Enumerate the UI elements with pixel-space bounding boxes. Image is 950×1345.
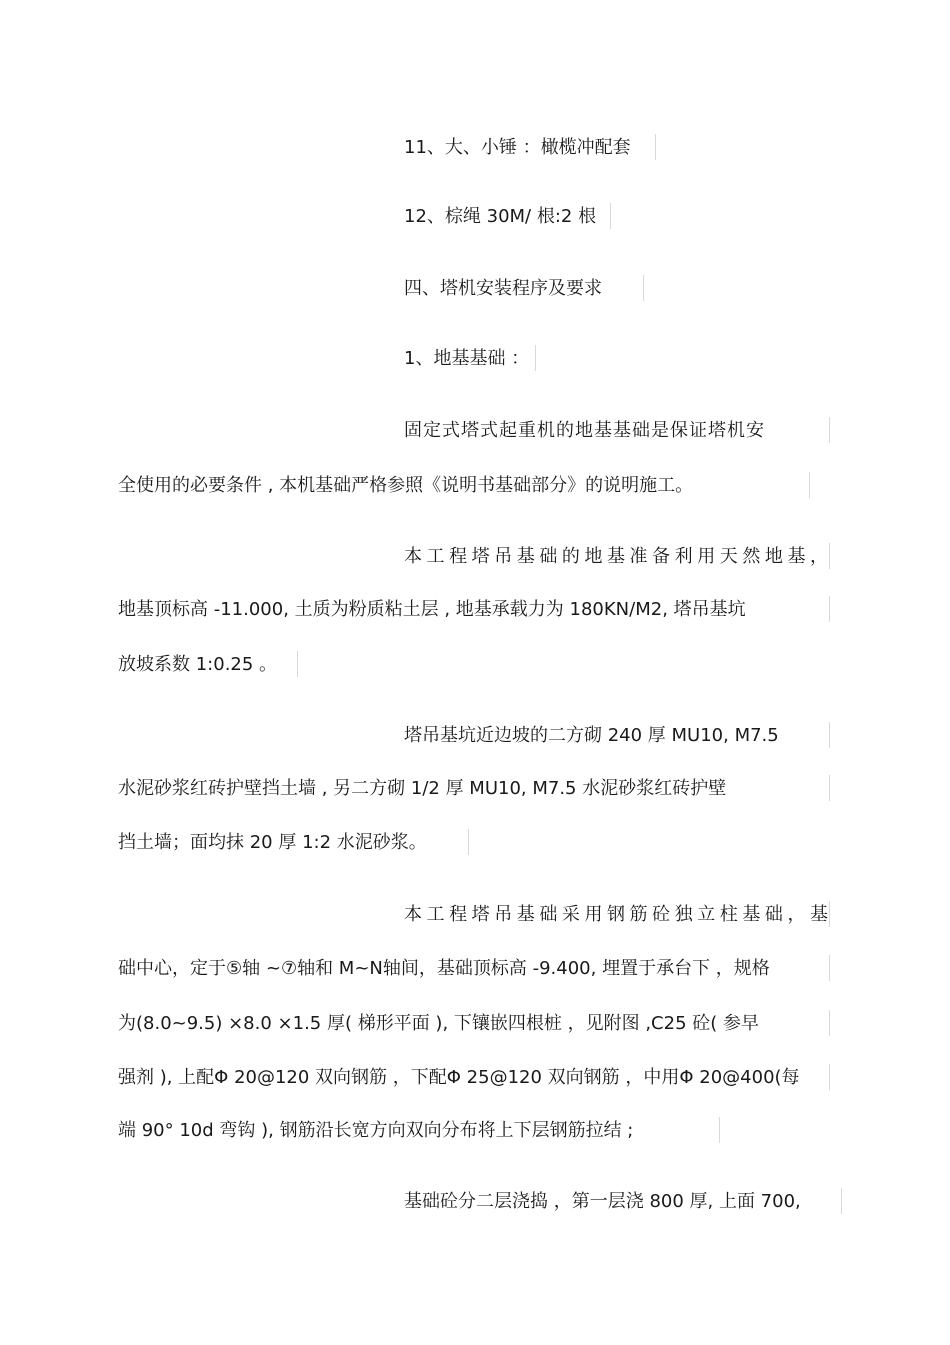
paragraph-line: 全使用的必要条件 , 本机基础严格参照《说明书基础部分》的说明施工。 [118, 475, 694, 496]
divider [829, 955, 830, 981]
divider [829, 417, 830, 443]
divider [829, 775, 830, 801]
divider [643, 275, 644, 301]
divider [297, 651, 298, 677]
text-line: 12、棕绳 30M/ 根:2 根 [404, 206, 597, 227]
divider [719, 1117, 720, 1143]
paragraph-line: 端 90° 10d 弯钩 ), 钢筋沿长宽方向双向分布将上下层钢筋拉结 ; [118, 1120, 634, 1141]
divider [841, 1188, 842, 1214]
paragraph-line: 塔吊基坑近边坡的二方砌 240 厚 MU10, M7.5 [404, 725, 779, 746]
divider [829, 596, 830, 622]
subsection-heading: 1、地基基础 ： [404, 348, 530, 369]
divider [829, 722, 830, 748]
paragraph-line: 放坡系数 1:0.25 。 [118, 654, 278, 675]
paragraph-line: 础中心，定于⑤轴 ~⑦轴和 M~N轴间，基础顶标高 -9.400, 埋置于承台下 ，规格 [118, 958, 770, 979]
divider [655, 134, 656, 160]
paragraph-line: 为(8.0~9.5) ×8.0 ×1.5 厚( 梯形平面 ), 下镶嵌四根桩 ，见附图 ,C25 砼( 参早 [118, 1013, 759, 1034]
divider [809, 472, 810, 498]
paragraph-line: 固定式塔式起重机的地基基础是保证塔机安 [404, 420, 764, 441]
text-line: 11、大、小锤 ：橄榄冲配套 [404, 137, 631, 158]
paragraph-line: 本工程塔吊基础采用钢筋砼独立柱基础，基 [404, 904, 828, 925]
divider [829, 1064, 830, 1090]
paragraph-line: 基础砼分二层浇捣 ，第一层浇 800 厚, 上面 700, [404, 1191, 801, 1212]
section-heading: 四、塔机安装程序及要求 [404, 278, 602, 299]
paragraph-line: 挡土墙；面均抹 20 厚 1:2 水泥砂浆。 [118, 832, 427, 853]
paragraph-line: 地基顶标高 -11.000, 土质为粉质粘土层 , 地基承载力为 180KN/M2, 塔吊基坑 [118, 599, 746, 620]
divider [829, 1010, 830, 1036]
divider [468, 829, 469, 855]
paragraph-line: 强剂 ), 上配Φ 20@120 双向钢筋 ，下配Φ 25@120 双向钢筋 ，中用Φ 20@400(每 [118, 1067, 800, 1088]
divider [610, 203, 611, 229]
divider [535, 345, 536, 371]
paragraph-line: 水泥砂浆红砖护壁挡土墙 , 另二方砌 1/2 厚 MU10, M7.5 水泥砂浆红砖护壁 [118, 778, 727, 799]
divider [829, 543, 830, 569]
divider [829, 901, 830, 927]
paragraph-line: 本工程塔吊基础的地基准备利用天然地基， [404, 546, 828, 567]
